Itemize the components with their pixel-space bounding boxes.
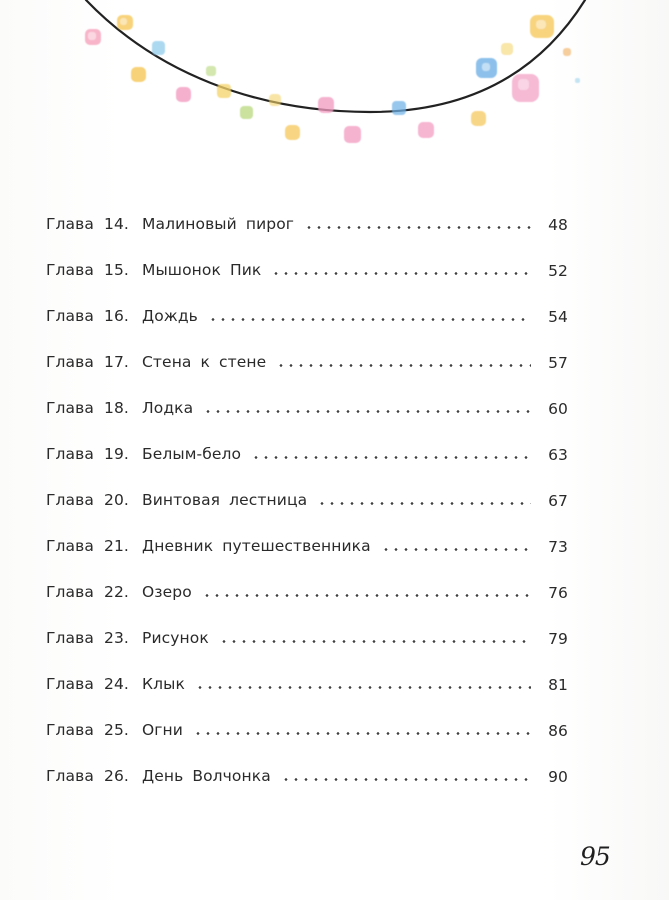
chapter-word: Глава — [46, 399, 94, 418]
page-reference: 90 — [548, 768, 568, 787]
chapter-title: Дождь — [142, 307, 198, 326]
page-reference: 63 — [548, 446, 568, 465]
dot-leader — [208, 318, 531, 321]
page-reference: 52 — [548, 262, 568, 281]
chapter-word: Глава — [46, 583, 94, 602]
chapter-word: Глава — [46, 629, 94, 648]
page-number: 95 — [580, 842, 610, 871]
chapter-number: 15. — [104, 261, 129, 280]
chapter-word: Глава — [46, 261, 94, 280]
page-reference: 73 — [548, 538, 568, 557]
garland-string — [86, 0, 585, 112]
dot-leader — [276, 364, 531, 367]
dot-leader — [203, 410, 531, 413]
chapter-title: День Волчонка — [142, 767, 271, 786]
dot-leader — [219, 640, 531, 643]
toc-entry-18 — [46, 386, 568, 432]
chapter-title: Винтовая лестница — [142, 491, 308, 510]
dot-leader — [304, 226, 531, 229]
dot-leader — [281, 778, 531, 781]
toc-entry-25 — [46, 708, 568, 754]
toc-entry-26 — [46, 754, 568, 800]
chapter-number: 26. — [104, 767, 129, 786]
dot-leader — [317, 502, 531, 505]
chapter-number: 17. — [104, 353, 129, 372]
toc-entry-15 — [46, 248, 568, 294]
chapter-number: 20. — [104, 491, 129, 510]
page-reference: 79 — [548, 630, 568, 649]
chapter-number: 21. — [104, 537, 129, 556]
chapter-title: Белым-бело — [142, 445, 242, 464]
page-reference: 86 — [548, 722, 568, 741]
chapter-title: Стена к стене — [142, 353, 267, 372]
toc-entry-19 — [46, 432, 568, 478]
chapter-number: 18. — [104, 399, 129, 418]
toc-entry-23 — [46, 616, 568, 662]
chapter-number: 22. — [104, 583, 129, 602]
chapter-title: Мышонок Пик — [142, 261, 262, 280]
chapter-word: Глава — [46, 445, 94, 464]
chapter-number: 24. — [104, 675, 129, 694]
page-reference: 76 — [548, 584, 568, 603]
chapter-word: Глава — [46, 491, 94, 510]
chapter-title: Озеро — [142, 583, 192, 602]
dot-leader — [193, 732, 531, 735]
chapter-word: Глава — [46, 537, 94, 556]
chapter-title: Дневник путешественника — [142, 537, 371, 556]
page-reference: 54 — [548, 308, 568, 327]
chapter-number: 19. — [104, 445, 129, 464]
chapter-number: 16. — [104, 307, 129, 326]
chapter-title: Клык — [142, 675, 185, 694]
chapter-word: Глава — [46, 675, 94, 694]
garland-lights-illustration — [0, 0, 669, 180]
toc-entry-21 — [46, 524, 568, 570]
toc-entry-16 — [46, 294, 568, 340]
toc-entry-14 — [46, 202, 568, 248]
dot-leader — [195, 686, 531, 689]
page-reference: 48 — [548, 216, 568, 235]
page-reference: 60 — [548, 400, 568, 419]
chapter-number: 23. — [104, 629, 129, 648]
page-reference: 57 — [548, 354, 568, 373]
chapter-number: 25. — [104, 721, 129, 740]
page-reference: 81 — [548, 676, 568, 695]
chapter-title: Рисунок — [142, 629, 209, 648]
dot-leader — [381, 548, 531, 551]
page-reference: 67 — [548, 492, 568, 511]
toc-entry-22 — [46, 570, 568, 616]
dot-leader — [271, 272, 531, 275]
chapter-word: Глава — [46, 721, 94, 740]
chapter-number: 14. — [104, 215, 129, 234]
toc-entry-17 — [46, 340, 568, 386]
chapter-title: Огни — [142, 721, 183, 740]
chapter-word: Глава — [46, 215, 94, 234]
table-of-contents — [46, 202, 568, 800]
toc-entry-24 — [46, 662, 568, 708]
chapter-word: Глава — [46, 307, 94, 326]
toc-entry-20 — [46, 478, 568, 524]
chapter-title: Лодка — [142, 399, 194, 418]
chapter-title: Малиновый пирог — [142, 215, 295, 234]
dot-leader — [202, 594, 531, 597]
dot-leader — [251, 456, 531, 459]
chapter-word: Глава — [46, 767, 94, 786]
chapter-word: Глава — [46, 353, 94, 372]
